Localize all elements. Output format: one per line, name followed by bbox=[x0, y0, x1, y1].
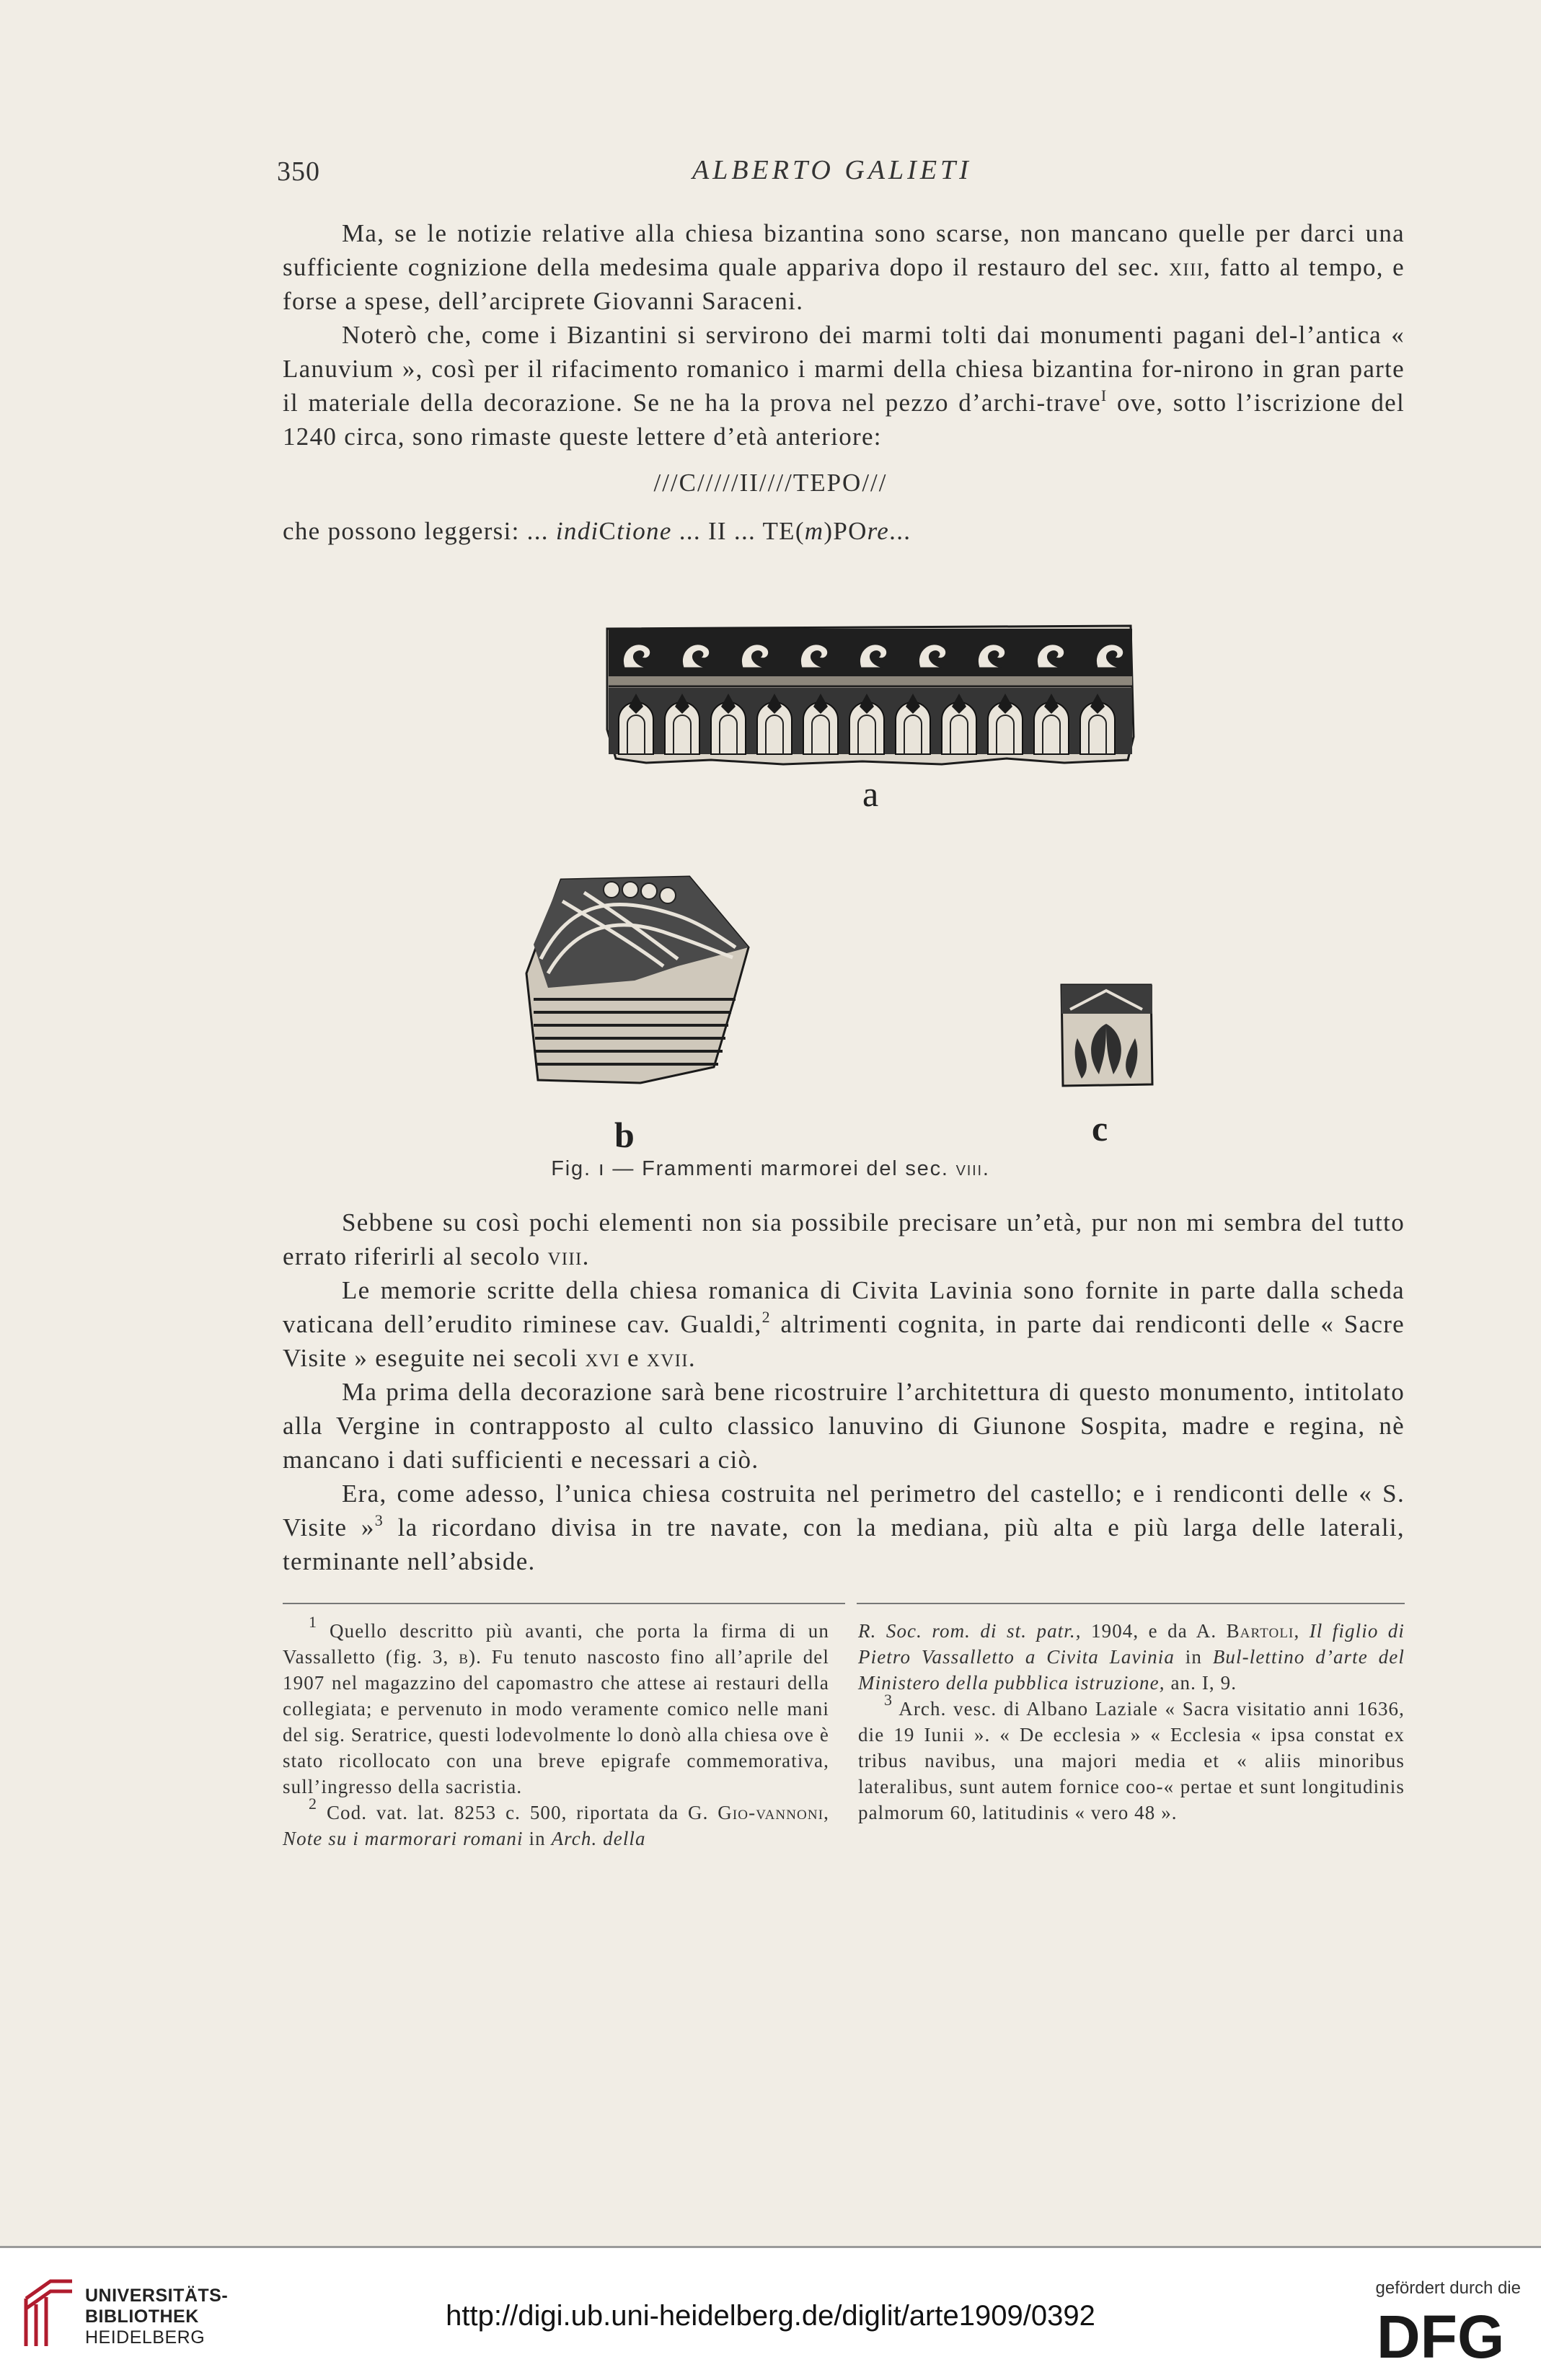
paragraph: Noterò che, come i Bizantini si servirono dei marmi tolti dai monumenti pagani del-l’antica « Lanuvium », così per il rifacimento romanico i marmi della chiesa bizantina for-nirono in gran parte il materiale della decorazione. Se ne ha la prova nel pezzo d’archi-trave$^I$ ove, sotto l’iscrizione del 1240 circa, sono rimaste queste lettere d’età anteriore: bbox=[283, 321, 1405, 451]
inscription-reading: che possono leggersi: ... indiCtione ... II ... TE(m)POre... bbox=[283, 517, 911, 545]
architrave-fragment-illustration bbox=[603, 621, 1136, 773]
footnotes-left-column bbox=[283, 1613, 829, 1852]
digitization-footer bbox=[0, 2248, 1541, 2380]
fragment-c-illustration bbox=[1056, 981, 1157, 1089]
body-text-top bbox=[283, 216, 1405, 454]
inscription-letters: ///C/////II////TEPO/// bbox=[653, 469, 888, 497]
footnote-rule bbox=[857, 1603, 1405, 1604]
running-title: ALBERTO GALIETI bbox=[692, 155, 972, 185]
sponsor-label: gefördert durch die bbox=[1375, 2278, 1521, 2298]
body-text-bottom bbox=[283, 1206, 1405, 1578]
paragraph: Era, come adesso, l’unica chiesa costruita nel perimetro del castello; e i rendiconti delle « S. Visite »$^3$ la ricordano divisa in tre navate, con la mediana, più alta e più larga delle laterali, terminante nell’abside. bbox=[283, 1479, 1405, 1575]
figure-label-b: b bbox=[614, 1115, 635, 1155]
fragment-b-illustration bbox=[519, 872, 793, 1089]
figure-caption: Fig. ı — Frammenti marmorei del sec. viii. bbox=[551, 1157, 990, 1180]
footnote-2: $^2$ Cod. vat. lat. 8253 c. 500, riportata da G. Gio-vannoni, Note su i marmorari romani in Arch. della bbox=[283, 1795, 829, 1849]
paragraph: Ma, se le notizie relative alla chiesa bizantina sono scarse, non mancano quelle per darci una sufficiente cognizione della medesima quale appariva dopo il restauro del sec. xiii, fatto al tempo, e forse a spese, dell’arciprete Giovanni Saraceni. bbox=[283, 219, 1405, 315]
footnote-2-continued: R. Soc. rom. di st. patr., 1904, e da A. Bartoli, Il figlio di Pietro Vassalletto a Civita Lavinia in Bul-lettino d’arte del Ministero della pubblica istruzione, an. I, 9. bbox=[858, 1620, 1405, 1694]
figure-label-a: a bbox=[862, 774, 879, 814]
figure-label-c: c bbox=[1092, 1108, 1108, 1149]
footnotes-right-column bbox=[858, 1618, 1405, 1826]
paragraph: Le memorie scritte della chiesa romanica di Civita Lavinia sono fornite in parte dalla scheda vaticana dell’erudito riminese cav. Gualdi,$^2$ altrimenti cognita, in parte dai rendiconti delle « Sacre Visite » eseguite nei secoli xvi e xvii. bbox=[283, 1276, 1405, 1372]
permalink-url[interactable]: http://digi.ub.uni-heidelberg.de/diglit/arte1909/0392 bbox=[446, 2300, 1095, 2332]
library-name: UNIVERSITÄTS- BIBLIOTHEK HEIDELBERG bbox=[85, 2286, 229, 2348]
dfg-logo-text: DFG bbox=[1377, 2307, 1505, 2365]
page-number: 350 bbox=[277, 156, 320, 187]
footnote-ref[interactable]: 3 bbox=[374, 1511, 384, 1529]
paragraph: Sebbene su così pochi elementi non sia possibile precisare un’età, pur non mi sembra del tutto errato riferirli al secolo viii. bbox=[283, 1208, 1405, 1270]
footnote-1: $^1$ Quello descritto più avanti, che porta la firma di un Vassalletto (fig. 3, b). Fu tenuto nascosto fino all’aprile del 1907 nel magazzino del capomastro che attese ai restauri della collegiata; e pervenuto in modo veramente comico nelle mani del sig. Seratrice, questi lodevolmente lo donò alla chiesa ove è stato ricollocato con una breve epigrafe commemorativa, sull’ingresso della sacristia. bbox=[283, 1613, 829, 1797]
footnote-ref[interactable]: 2 bbox=[761, 1308, 771, 1326]
dfg-logo-icon bbox=[1377, 2307, 1521, 2365]
paragraph: Ma prima della decorazione sarà bene ricostruire l’architettura di questo monumento, intitolato alla Vergine in contrapposto al culto classico lanuvino di Giunone Sospita, madre e regina, nè mancano i dati sufficienti e necessari a ciò. bbox=[283, 1378, 1405, 1474]
footnote-3: $^3$ Arch. vesc. di Albano Laziale « Sacra visitatio anni 1636, die 19 Iunii ». « De ecclesia » « Ecclesia « ipsa constat ex tribus navibus, una majori media et « aliis minoribus lateralibus, sunt autem fornice coo-« pertae et sunt longitudinis palmorum 60, latitudinis « vero 48 ». bbox=[858, 1691, 1405, 1823]
footnote-rule bbox=[283, 1603, 845, 1604]
footnote-ref[interactable]: I bbox=[1100, 386, 1108, 404]
